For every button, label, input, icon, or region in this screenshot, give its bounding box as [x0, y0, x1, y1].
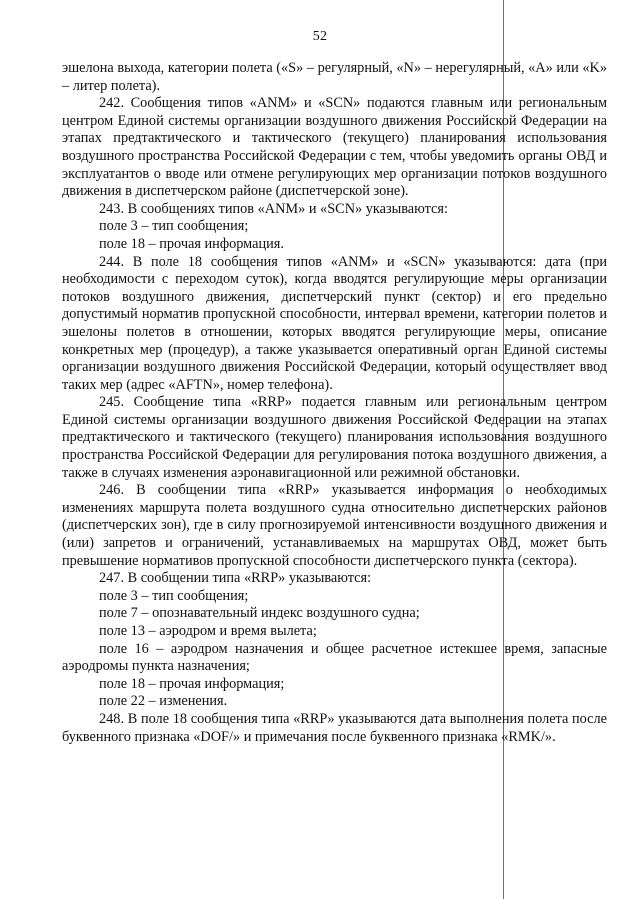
list-item: поле 18 – прочая информация.	[99, 235, 284, 252]
list-item: поле 3 – тип сообщения;	[99, 218, 249, 235]
paragraph-246: 246. В сообщении типа «RRP» указывается информация о необходимых изменениях маршрута полета воздушного судна относительно диспетчерских районов (диспетчерских зон), где в силу прогнозируемой интенсивности воздушного движения и (или) запретов и ограничений, устанавливаемых на маршрутах ОВД, может быть превышение нормативов пропускной способности диспетчерского пункта (сектора).	[62, 482, 607, 569]
page-number: 52	[312, 29, 328, 44]
list-item: поле 22 – изменения.	[99, 693, 228, 710]
paragraph-243: 243. В сообщениях типов «ANM» и «SCN» указываются:	[99, 200, 448, 217]
list-item-wrapped: поле 16 – аэродром назначения и общее расчетное истекшее время, запасные аэродромы пункта назначения;	[62, 640, 607, 675]
paragraph-244: 244. В поле 18 сообщения типов «ANM» и «SCN» указываются: дата (при необходимости с переходом суток), когда вводятся регулирующие меры организации потоков воздушного движения, диспетчерский пункт (сектор) и его предельно допустимый норматив пропускной способности, интервал времени, категории полетов и эшелоны полетов в отношении, которых вводятся регулирующие меры, описание конкретных мер (процедур), а также указывается оперативный орган Единой системы организации воздушного движения Российской Федерации, который осуществляет ввод таких мер (адрес «AFTN», номер телефона).	[62, 253, 607, 393]
paragraph-245: 245. Сообщение типа «RRP» подается главным или региональным центром Единой системы организации воздушного движения Российской Федерации на этапах предтактического и тактического (текущего) планирования использования воздушного пространства Российской Федерации для регулирования потока воздушного движения, а также в случаях изменения аэронавигационной или режимной обстановки.	[62, 394, 607, 481]
paragraph-242: 242. Сообщения типов «ANM» и «SCN» подаются главным или региональным центром Единой системы организации воздушного движения Российской Федерации на этапах предтактического и тактического (текущего) планирования использования воздушного пространства Российской Федерации с тем, чтобы уведомить органы ОВД и эксплуатантов о вводе или отмене регулирующих мер организации потоков воздушного движения в диспетчерском районе (диспетчерской зоне).	[62, 95, 607, 200]
paragraph-247: 247. В сообщении типа «RRP» указываются:	[99, 570, 372, 587]
list-item: поле 13 – аэродром и время вылета;	[99, 623, 317, 639]
list-item: поле 7 – опознавательный индекс воздушного судна;	[99, 605, 420, 622]
list-item: поле 18 – прочая информация;	[99, 675, 285, 692]
document-body	[62, 60, 607, 746]
paragraph-continuation: эшелона выхода, категории полета («S» – регулярный, «N» – нерегулярный, «A» или «K» – литер полета).	[62, 60, 607, 94]
list-item: поле 3 – тип сообщения;	[99, 587, 249, 604]
paragraph-248: 248. В поле 18 сообщения типа «RRP» указываются дата выполнения полета после буквенного признака «DOF/» и примечания после буквенного признака «RMK/».	[62, 710, 607, 745]
